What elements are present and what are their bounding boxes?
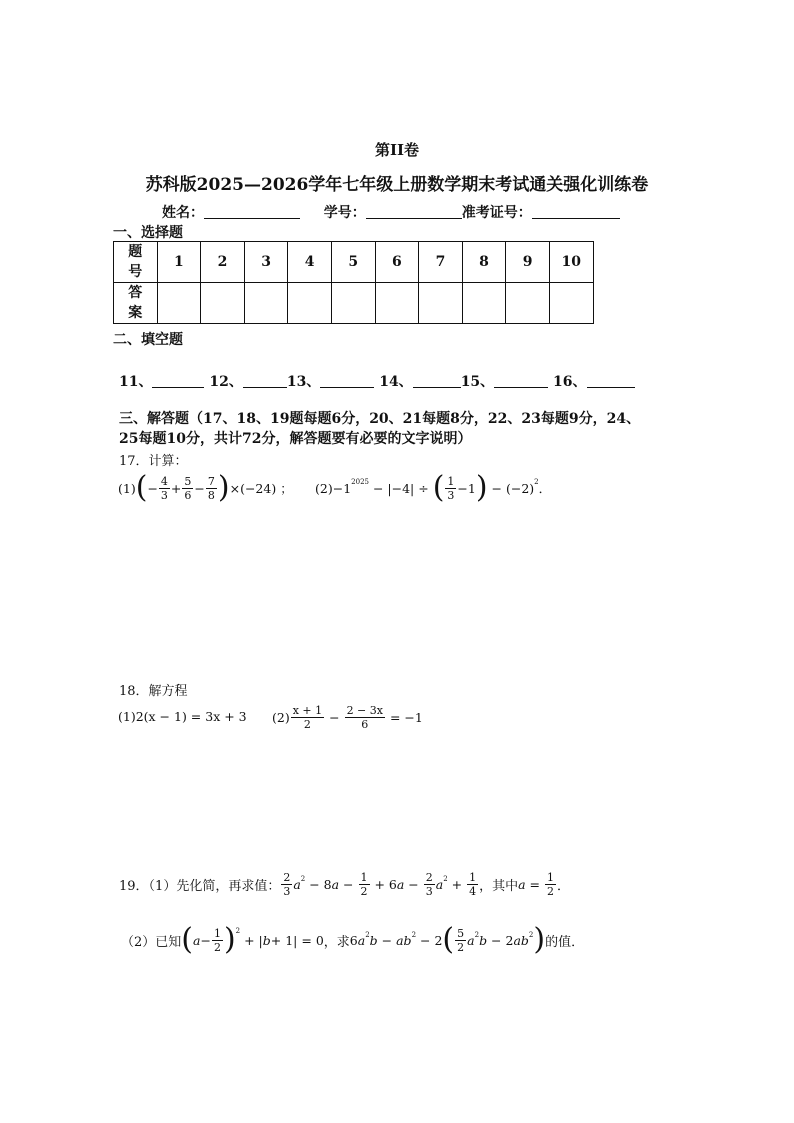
student-id-label: 学号： — [323, 205, 366, 221]
fill-blank[interactable] — [494, 373, 548, 388]
row-header-answer: 答 案 — [114, 283, 158, 324]
paper-title: 苏科版2025—2026学年七年级上册数学期末考试通关强化训练卷 — [145, 175, 649, 195]
column-header: 10 — [549, 242, 593, 283]
q17-part2: (2) −1 $^{2025}$ − |−4| ÷ ( $\frac{1}{3}$ −1 ) − (−2) $^2$ ． — [315, 470, 552, 505]
fill-blank[interactable] — [587, 373, 635, 388]
answer-table — [113, 241, 594, 324]
answer-cell[interactable] — [419, 283, 463, 324]
q17-part1: (1) ( − $\frac{4}{3}$ + $\frac{5}{6}$ − $\frac{7}{8}$ ) ×(−24) ； — [118, 470, 293, 505]
fill-blank-line — [119, 371, 635, 391]
table-row — [114, 283, 594, 324]
column-header: 5 — [331, 242, 375, 283]
answer-cell[interactable] — [506, 283, 550, 324]
answer-cell[interactable] — [201, 283, 245, 324]
fill-item-14: 14、 — [379, 374, 413, 390]
answer-cell[interactable] — [244, 283, 288, 324]
student-info-line — [162, 202, 620, 222]
fill-item-16: 16、 — [553, 374, 587, 390]
column-header: 8 — [462, 242, 506, 283]
section2-heading: 二、填空题 — [113, 332, 183, 348]
q17-label: 17．计算： — [119, 454, 188, 469]
fill-item-11: 11、 — [119, 374, 153, 390]
fill-item-15: 15、 — [460, 374, 495, 390]
column-header: 6 — [375, 242, 419, 283]
fill-blank[interactable] — [320, 373, 374, 388]
fill-blank[interactable] — [243, 373, 287, 388]
column-header: 1 — [157, 242, 201, 283]
fill-item-13: 13、 — [286, 374, 321, 390]
volume-label: 第II卷 — [374, 141, 420, 159]
section3-heading-line1: 三、解答题（17、18、19题每题6分，20、21每题8分，22、23每题9分，24、 — [119, 411, 641, 427]
fill-blank[interactable] — [413, 373, 461, 388]
student-id-blank[interactable] — [366, 204, 462, 219]
table-row — [114, 242, 594, 283]
answer-cell[interactable] — [462, 283, 506, 324]
answer-cell[interactable] — [288, 283, 332, 324]
row-header-question: 题 号 — [114, 242, 158, 283]
answer-cell[interactable] — [549, 283, 593, 324]
q18-part1: (1)2(x − 1) = 3x + 3 — [118, 709, 247, 724]
column-header: 4 — [288, 242, 332, 283]
answer-cell[interactable] — [157, 283, 201, 324]
column-header: 3 — [244, 242, 288, 283]
fill-item-12: 12、 — [209, 374, 243, 390]
answer-cell[interactable] — [375, 283, 419, 324]
name-blank[interactable] — [204, 204, 300, 219]
q19-part2: （2）已知 ( a − $\frac{1}{2}$ ) $^2$ + | b + 1| = 0 ，求 6 a $^2$ b − ab $^2$ − 2 ( $\frac{5}{2}$ a $^2$ b − 2 ab $^2$ ) 的值． — [121, 922, 585, 957]
column-header: 2 — [201, 242, 245, 283]
exam-number-label: 准考证号： — [461, 205, 532, 221]
fill-blank[interactable] — [152, 373, 204, 388]
q19-part1: 19．（1）先化简，再求值： $\frac{2}{3}$ a $^2$ − 8 a − $\frac{1}{2}$ + 6 a − $\frac{2}{3}$ a $^2$ + $\frac{1}{4}$ ，其中 a = $\frac{1}{2}$ ． — [119, 870, 570, 898]
section1-heading: 一、选择题 — [113, 225, 183, 241]
answer-cell[interactable] — [331, 283, 375, 324]
q18-part2: (2) $\frac{x + 1}{2}$ − $\frac{2 - 3x}{6}$ = −1 — [272, 703, 423, 731]
section3-heading-line2: 25每题10分，共计72分，解答题要有必要的文字说明） — [119, 431, 472, 447]
column-header: 9 — [506, 242, 550, 283]
column-header: 7 — [419, 242, 463, 283]
q18-label: 18．解方程 — [119, 684, 188, 699]
exam-number-blank[interactable] — [532, 204, 620, 219]
name-label: 姓名： — [162, 205, 204, 221]
